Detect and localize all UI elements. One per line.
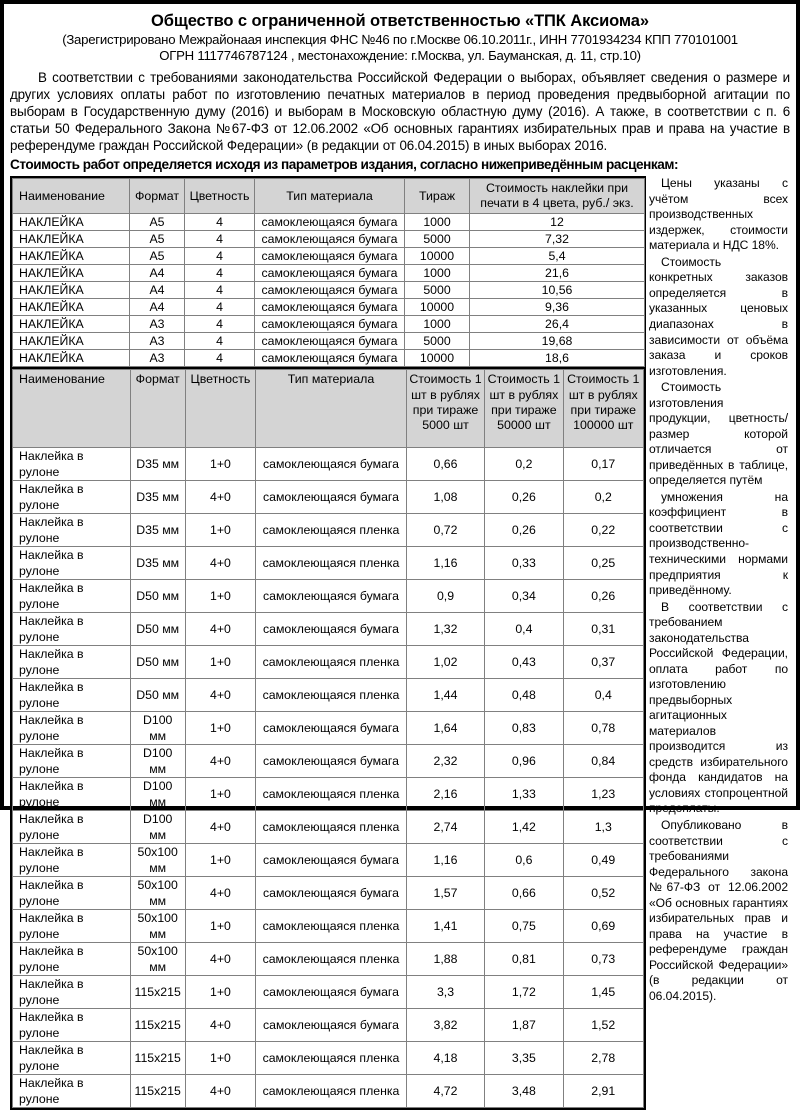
- table-cell: Наклейка в рулоне: [13, 811, 131, 844]
- table-cell: А4: [130, 265, 185, 282]
- table-cell: Наклейка в рулоне: [13, 580, 131, 613]
- table-cell: 0,26: [485, 514, 563, 547]
- table-cell: самоклеющаяся пленка: [256, 1042, 407, 1075]
- table-cell: 3,35: [485, 1042, 563, 1075]
- table-cell: 0,37: [563, 646, 643, 679]
- table-cell: 4: [185, 316, 255, 333]
- table1-col-material: Тип материала: [255, 179, 405, 214]
- table-cell: 0,9: [406, 580, 484, 613]
- table2-col-name: Наименование: [13, 370, 131, 448]
- table-cell: самоклеющаяся бумага: [255, 231, 405, 248]
- note-paragraph: умножения на коэффициент в соответствии с производственно-техническими нормами предприятия к приведённому.: [649, 489, 788, 598]
- table-cell: 5,4: [470, 248, 645, 265]
- table-cell: 2,91: [563, 1075, 643, 1108]
- table-cell: 1,3: [563, 811, 643, 844]
- table-cell: 4+0: [185, 1009, 255, 1042]
- table-cell: Наклейка в рулоне: [13, 481, 131, 514]
- table-cell: 1,52: [563, 1009, 643, 1042]
- table2-col-colors: Цветность: [185, 370, 255, 448]
- note-paragraph: Стоимость конкретных заказов определяется в указанных ценовых диапазонах в зависимости от объёма заказа и сроков изготовления.: [649, 254, 788, 378]
- content-area: [10, 176, 790, 1110]
- table-cell: Наклейка в рулоне: [13, 877, 131, 910]
- table-cell: 115х215: [130, 1009, 185, 1042]
- table-cell: Наклейка в рулоне: [13, 448, 131, 481]
- table-cell: 4+0: [185, 679, 255, 712]
- table-row: [13, 481, 644, 514]
- table-cell: самоклеющаяся пленка: [256, 943, 407, 976]
- table-cell: 4: [185, 299, 255, 316]
- table1-frame: [10, 176, 646, 369]
- table-cell: 26,4: [470, 316, 645, 333]
- table-cell: 4+0: [185, 547, 255, 580]
- table-cell: 0,26: [563, 580, 643, 613]
- table-cell: 4: [185, 333, 255, 350]
- table-cell: 1+0: [185, 580, 255, 613]
- table-cell: 1+0: [185, 976, 255, 1009]
- table-cell: НАКЛЕЙКА: [13, 248, 130, 265]
- table-cell: 1,23: [563, 778, 643, 811]
- table-row: [13, 214, 645, 231]
- notes-column: [642, 176, 790, 1004]
- table-row: [13, 745, 644, 778]
- table-cell: 5000: [405, 282, 470, 299]
- table-cell: 19,68: [470, 333, 645, 350]
- table-cell: 0,84: [563, 745, 643, 778]
- table1-body: [13, 214, 645, 367]
- table-cell: самоклеющаяся пленка: [256, 778, 407, 811]
- table-row: [13, 299, 645, 316]
- table-cell: Наклейка в рулоне: [13, 745, 131, 778]
- table-cell: НАКЛЕЙКА: [13, 299, 130, 316]
- table-cell: 0,25: [563, 547, 643, 580]
- table-cell: 1,72: [485, 976, 563, 1009]
- table-cell: 4: [185, 350, 255, 367]
- table-cell: 1,64: [406, 712, 484, 745]
- table-cell: D35 мм: [130, 547, 185, 580]
- table-cell: D100 мм: [130, 778, 185, 811]
- note-paragraph: Стоимость изготовления продукции, цветность/размер которой отличается от приведённых в таблице, определяется путём: [649, 380, 788, 488]
- table-row: [13, 248, 645, 265]
- table-cell: самоклеющаяся бумага: [255, 299, 405, 316]
- table-cell: 3,3: [406, 976, 484, 1009]
- table-cell: D100 мм: [130, 712, 185, 745]
- table-cell: А5: [130, 231, 185, 248]
- table-cell: Наклейка в рулоне: [13, 1042, 131, 1075]
- table-cell: НАКЛЕЙКА: [13, 333, 130, 350]
- table-cell: А5: [130, 248, 185, 265]
- table-cell: НАКЛЕЙКА: [13, 231, 130, 248]
- table-cell: самоклеющаяся бумага: [256, 481, 407, 514]
- table-cell: 2,74: [406, 811, 484, 844]
- table-cell: 18,6: [470, 350, 645, 367]
- table-cell: НАКЛЕЙКА: [13, 265, 130, 282]
- table-cell: 115х215: [130, 1042, 185, 1075]
- page-inner: [4, 4, 796, 1110]
- table2-col-material: Тип материала: [256, 370, 407, 448]
- table-row: [13, 943, 644, 976]
- table-cell: 0,2: [563, 481, 643, 514]
- table-cell: 10000: [405, 350, 470, 367]
- table-cell: самоклеющаяся бумага: [255, 333, 405, 350]
- table-cell: 0,34: [485, 580, 563, 613]
- table-cell: 1+0: [185, 910, 255, 943]
- table-cell: 1,02: [406, 646, 484, 679]
- table1-col-circulation: Тираж: [405, 179, 470, 214]
- table-cell: 0,96: [485, 745, 563, 778]
- table-cell: самоклеющаяся бумага: [255, 350, 405, 367]
- table-cell: 0,69: [563, 910, 643, 943]
- table-cell: 1,88: [406, 943, 484, 976]
- table-cell: 4+0: [185, 1075, 255, 1108]
- table-cell: 4,18: [406, 1042, 484, 1075]
- table-cell: 1,57: [406, 877, 484, 910]
- note-paragraph: В соответствии с требованием законодательства Российской Федерации, оплата работ по изготовлению предвыборных агитационных материалов производится из средств избирательного фонда кандидатов на условиях стопроцентной предоплаты.: [649, 599, 788, 816]
- table-cell: самоклеющаяся бумага: [255, 248, 405, 265]
- table-cell: 1+0: [185, 448, 255, 481]
- table-cell: самоклеющаяся бумага: [256, 877, 407, 910]
- table-cell: 3,82: [406, 1009, 484, 1042]
- table-cell: А3: [130, 316, 185, 333]
- table1-header-row: [13, 179, 645, 214]
- table-cell: 2,78: [563, 1042, 643, 1075]
- table-row: [13, 679, 644, 712]
- table-cell: 4+0: [185, 745, 255, 778]
- table-cell: самоклеющаяся пленка: [256, 646, 407, 679]
- table-row: [13, 646, 644, 679]
- table-cell: 0,75: [485, 910, 563, 943]
- table-cell: D35 мм: [130, 481, 185, 514]
- table-cell: самоклеющаяся пленка: [256, 679, 407, 712]
- table-cell: 4: [185, 214, 255, 231]
- table-row: [13, 1075, 644, 1108]
- table-row: [13, 1009, 644, 1042]
- table-cell: 1000: [405, 316, 470, 333]
- table-cell: 50x100 мм: [130, 877, 185, 910]
- table-cell: 1,42: [485, 811, 563, 844]
- table-cell: 1+0: [185, 778, 255, 811]
- table-row: [13, 811, 644, 844]
- table-cell: самоклеющаяся бумага: [255, 214, 405, 231]
- table-row: [13, 910, 644, 943]
- table-cell: А4: [130, 299, 185, 316]
- table-row: [13, 514, 644, 547]
- table-cell: 0,17: [563, 448, 643, 481]
- table-cell: 4: [185, 231, 255, 248]
- table-cell: 1000: [405, 265, 470, 282]
- table-cell: 4,72: [406, 1075, 484, 1108]
- table-cell: 1000: [405, 214, 470, 231]
- table-cell: самоклеющаяся пленка: [256, 910, 407, 943]
- table-cell: 0,4: [563, 679, 643, 712]
- table-cell: 1,08: [406, 481, 484, 514]
- table-cell: 1,41: [406, 910, 484, 943]
- table-cell: НАКЛЕЙКА: [13, 350, 130, 367]
- notes-text: [649, 176, 788, 1004]
- table-cell: Наклейка в рулоне: [13, 976, 131, 1009]
- table2-frame: [10, 369, 646, 1110]
- table1-col-name: Наименование: [13, 179, 130, 214]
- table-row: [13, 1042, 644, 1075]
- table-cell: 50x100 мм: [130, 943, 185, 976]
- table-cell: самоклеющаяся бумага: [256, 745, 407, 778]
- table-cell: D50 мм: [130, 646, 185, 679]
- table-cell: 0,78: [563, 712, 643, 745]
- table-cell: 0,49: [563, 844, 643, 877]
- intro-paragraph: В соответствии с требованиями законодательства Российской Федерации о выборах, объявляет сведения о размере и других условиях оплаты работ по изготовлению печатных материалов в период проведения предвыборной агитации по выборам в Государственную думу (2016) и выборам в Московскую областную думу (2016). А также, в соответствии с п. 6 статьи 50 Федерального Закона №67-ФЗ от 12.06.2002 «Об основных гарантиях избирательных прав и права на участие в референдуме граждан Российской Федерации» (в редакции от 06.04.2015) в иных выборах 2016.: [10, 70, 790, 154]
- table-cell: самоклеющаяся бумага: [256, 976, 407, 1009]
- table-cell: самоклеющаяся пленка: [256, 514, 407, 547]
- table-row: [13, 778, 644, 811]
- sticker-price-table: [12, 178, 645, 367]
- table2-col-price-50000: Стоимость 1 шт в рублях при тираже 50000 шт: [485, 370, 563, 448]
- table-cell: 1,44: [406, 679, 484, 712]
- table-row: [13, 265, 645, 282]
- table1-col-format: Формат: [130, 179, 185, 214]
- table-row: [13, 844, 644, 877]
- table1-col-price: Стоимость наклейки при печати в 4 цвета, руб./ экз.: [470, 179, 645, 214]
- table-row: [13, 282, 645, 299]
- table-cell: 5000: [405, 333, 470, 350]
- table-cell: D35 мм: [130, 448, 185, 481]
- table-cell: 0,73: [563, 943, 643, 976]
- table-cell: самоклеющаяся бумага: [255, 265, 405, 282]
- table-cell: 12: [470, 214, 645, 231]
- table-row: [13, 547, 644, 580]
- table-cell: 1+0: [185, 844, 255, 877]
- table-cell: Наклейка в рулоне: [13, 778, 131, 811]
- table-cell: 0,31: [563, 613, 643, 646]
- table-cell: Наклейка в рулоне: [13, 514, 131, 547]
- note-paragraph: Цены указаны с учётом всех производственных издержек, стоимости материала и НДС 18%.: [649, 176, 788, 253]
- table2-col-price-5000: Стоимость 1 шт в рублях при тираже 5000 шт: [406, 370, 484, 448]
- table-cell: 9,36: [470, 299, 645, 316]
- table2-header-row: [13, 370, 644, 448]
- table-cell: Наклейка в рулоне: [13, 679, 131, 712]
- table-cell: Наклейка в рулоне: [13, 646, 131, 679]
- table-row: [13, 316, 645, 333]
- table-cell: 4+0: [185, 613, 255, 646]
- table-cell: Наклейка в рулоне: [13, 910, 131, 943]
- table-cell: самоклеющаяся пленка: [256, 547, 407, 580]
- table-cell: Наклейка в рулоне: [13, 1075, 131, 1108]
- table-cell: 0,33: [485, 547, 563, 580]
- table-cell: D35 мм: [130, 514, 185, 547]
- roll-sticker-price-table: [12, 369, 644, 1108]
- table-cell: 0,26: [485, 481, 563, 514]
- pricing-subtitle: Стоимость работ определяется исходя из параметров издания, согласно нижеприведённым расценкам:: [10, 157, 679, 173]
- table-cell: 0,66: [485, 877, 563, 910]
- table-cell: 3,48: [485, 1075, 563, 1108]
- table-cell: 0,43: [485, 646, 563, 679]
- table-cell: D50 мм: [130, 613, 185, 646]
- registration-line-2: ОГРН 1117746787124 , местонахождение: г.Москва, ул. Бауманская, д. 11, стр.10): [159, 48, 641, 64]
- registration-line-1: (Зарегистрировано Межрайонаая инспекция ФНС №46 по г.Москве 06.10.2011г., ИНН 7701934234 КПП 770101001: [62, 32, 738, 48]
- table-cell: 0,48: [485, 679, 563, 712]
- table-row: [13, 877, 644, 910]
- table2-body: [13, 448, 644, 1108]
- table-cell: 115х215: [130, 1075, 185, 1108]
- table-cell: 4: [185, 248, 255, 265]
- table-cell: 1+0: [185, 646, 255, 679]
- table-cell: 0,6: [485, 844, 563, 877]
- table2-col-price-100000: Стоимость 1 шт в рублях при тираже 100000 шт: [563, 370, 643, 448]
- table-cell: 0,52: [563, 877, 643, 910]
- table-cell: 0,2: [485, 448, 563, 481]
- table-cell: 2,16: [406, 778, 484, 811]
- table-cell: D50 мм: [130, 679, 185, 712]
- table-cell: 0,83: [485, 712, 563, 745]
- table-cell: А5: [130, 214, 185, 231]
- table-cell: 1,16: [406, 547, 484, 580]
- table-cell: А3: [130, 350, 185, 367]
- table-cell: 2,32: [406, 745, 484, 778]
- table-cell: 21,6: [470, 265, 645, 282]
- table-cell: 1,33: [485, 778, 563, 811]
- table-row: [13, 448, 644, 481]
- company-title: Общество с ограниченной ответственностью «ТПК Аксиома»: [151, 12, 649, 30]
- table-cell: 10,56: [470, 282, 645, 299]
- table-cell: самоклеющаяся бумага: [256, 1009, 407, 1042]
- table-cell: А4: [130, 282, 185, 299]
- table-cell: Наклейка в рулоне: [13, 1009, 131, 1042]
- table-cell: 0,4: [485, 613, 563, 646]
- table-cell: 4+0: [185, 943, 255, 976]
- table-cell: 0,22: [563, 514, 643, 547]
- table-cell: D100 мм: [130, 811, 185, 844]
- table-cell: НАКЛЕЙКА: [13, 316, 130, 333]
- table-cell: 4: [185, 265, 255, 282]
- table-cell: 5000: [405, 231, 470, 248]
- table-cell: А3: [130, 333, 185, 350]
- tables-column: [10, 176, 642, 1110]
- table-cell: самоклеющаяся бумага: [256, 844, 407, 877]
- table-row: [13, 231, 645, 248]
- table-cell: самоклеющаяся пленка: [256, 1075, 407, 1108]
- table-row: [13, 350, 645, 367]
- table-cell: 1+0: [185, 514, 255, 547]
- table-row: [13, 712, 644, 745]
- table-cell: 115х215: [130, 976, 185, 1009]
- table-row: [13, 333, 645, 350]
- table-cell: Наклейка в рулоне: [13, 712, 131, 745]
- table-cell: 0,72: [406, 514, 484, 547]
- table-cell: 50x100 мм: [130, 910, 185, 943]
- table-cell: самоклеющаяся бумага: [256, 613, 407, 646]
- table-row: [13, 976, 644, 1009]
- table-cell: 7,32: [470, 231, 645, 248]
- table-cell: 10000: [405, 248, 470, 265]
- table-cell: НАКЛЕЙКА: [13, 214, 130, 231]
- table-cell: 1,45: [563, 976, 643, 1009]
- table-cell: 1,16: [406, 844, 484, 877]
- table-row: [13, 613, 644, 646]
- table1-col-colors: Цветность: [185, 179, 255, 214]
- table-cell: 1,32: [406, 613, 484, 646]
- table-row: [13, 580, 644, 613]
- table-cell: самоклеющаяся бумага: [256, 448, 407, 481]
- table-cell: D100 мм: [130, 745, 185, 778]
- table-cell: самоклеющаяся бумага: [256, 580, 407, 613]
- table-cell: 1,87: [485, 1009, 563, 1042]
- table-cell: НАКЛЕЙКА: [13, 282, 130, 299]
- table-cell: Наклейка в рулоне: [13, 613, 131, 646]
- table-cell: Наклейка в рулоне: [13, 844, 131, 877]
- table-cell: самоклеющаяся бумага: [255, 282, 405, 299]
- table-cell: 0,81: [485, 943, 563, 976]
- table-cell: D50 мм: [130, 580, 185, 613]
- table-cell: 50x100 мм: [130, 844, 185, 877]
- note-paragraph: Опубликовано в соответствии с требованиями Федерального закона №67-ФЗ от 12.06.2002 «Об основных гарантиях избирательных прав и права на участие в референдуме граждан Российской Федерации» (в редакции от 06.04.2015).: [649, 818, 788, 1003]
- table-cell: Наклейка в рулоне: [13, 547, 131, 580]
- table-cell: 1+0: [185, 1042, 255, 1075]
- table-cell: самоклеющаяся бумага: [256, 712, 407, 745]
- table-cell: самоклеющаяся бумага: [255, 316, 405, 333]
- table-cell: 1+0: [185, 712, 255, 745]
- table-cell: 0,66: [406, 448, 484, 481]
- table-cell: 10000: [405, 299, 470, 316]
- table-cell: 4: [185, 282, 255, 299]
- table-cell: самоклеющаяся пленка: [256, 811, 407, 844]
- table-cell: Наклейка в рулоне: [13, 943, 131, 976]
- table-cell: 4+0: [185, 481, 255, 514]
- table-cell: 4+0: [185, 877, 255, 910]
- table2-col-format: Формат: [130, 370, 185, 448]
- table-cell: 4+0: [185, 811, 255, 844]
